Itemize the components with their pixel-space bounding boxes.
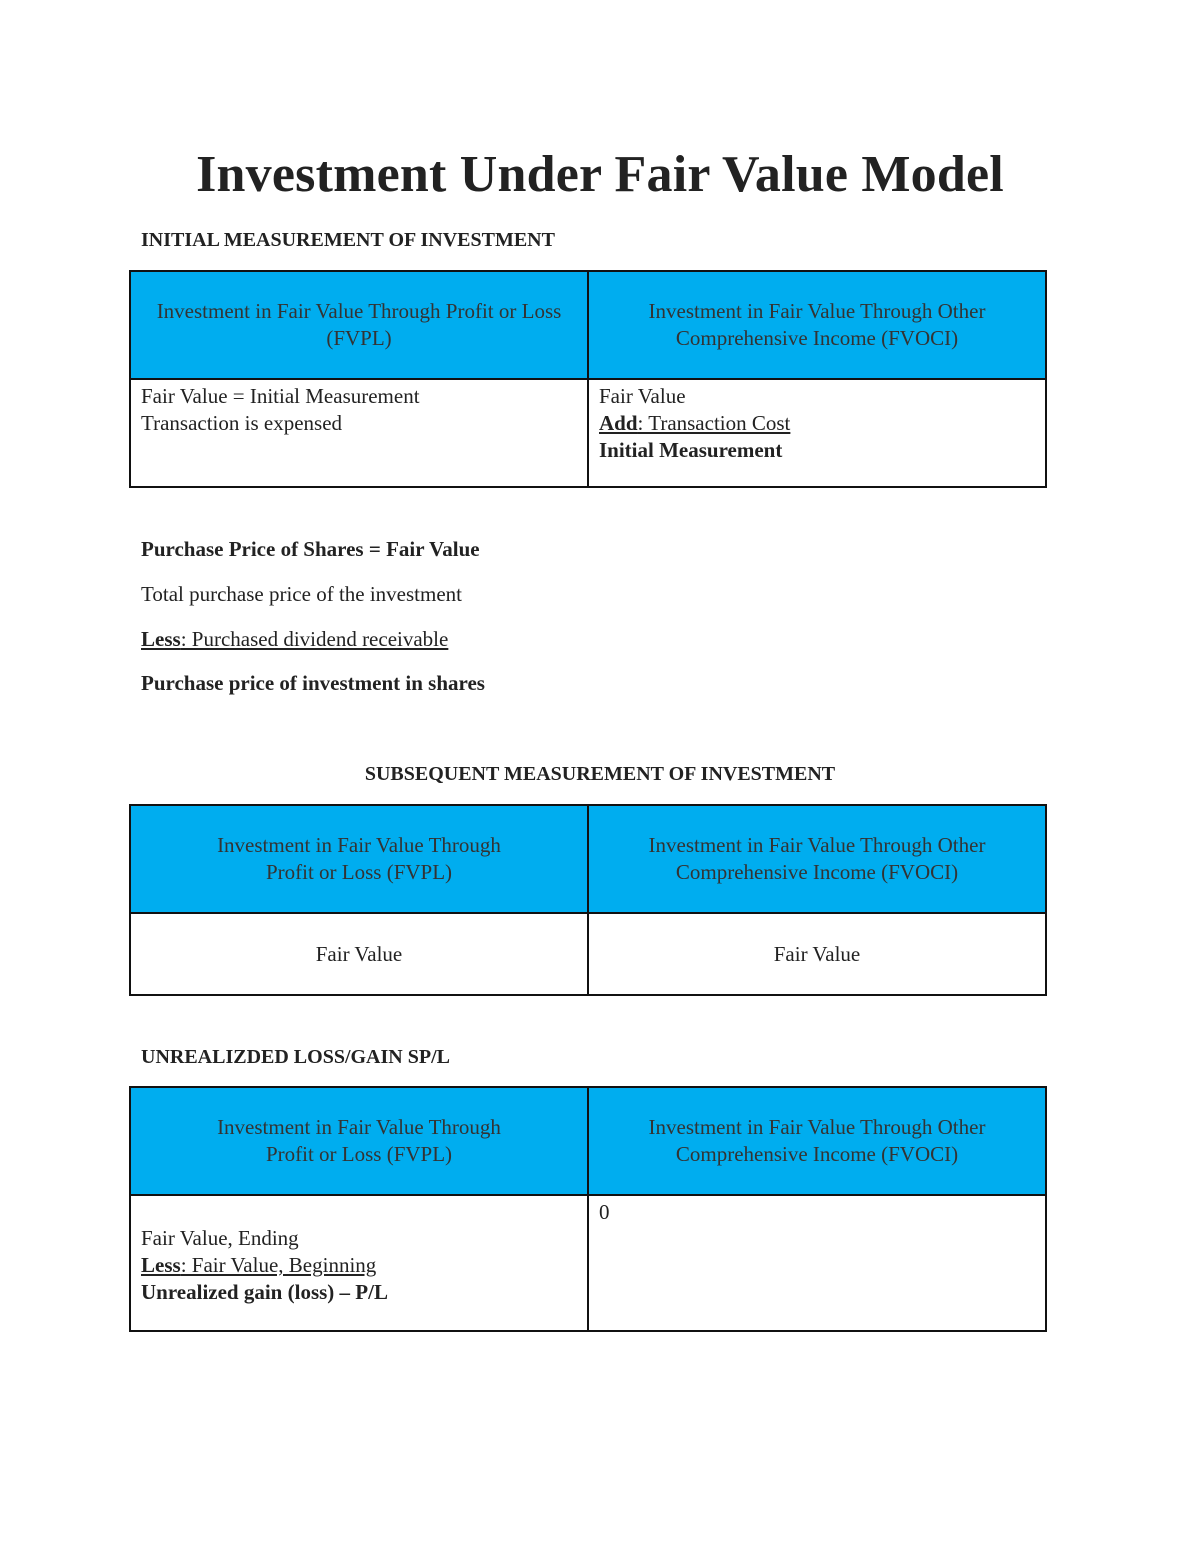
- initial-fvoci-total: Initial Measurement: [599, 438, 783, 462]
- subsequent-fvpl-header-l2: Profit or Loss (FVPL): [265, 860, 453, 884]
- initial-fvpl-line-1: Fair Value = Initial Measurement: [141, 384, 420, 408]
- initial-fvoci-cell: [588, 379, 1046, 487]
- initial-fvpl-line-2: Transaction is expensed: [141, 411, 343, 435]
- unrealized-fvpl-cell: [130, 1195, 588, 1331]
- subsequent-fvoci-header-l2: Comprehensive Income (FVOCI): [675, 860, 959, 884]
- unrealized-body-row: [130, 1195, 1046, 1331]
- initial-fvoci-header-text: Investment in Fair Value Through Other Comprehensive Income (FVOCI): [648, 299, 986, 350]
- less-label: Less: [141, 627, 181, 651]
- initial-measurement-heading: INITIAL MEASUREMENT OF INVESTMENT: [141, 229, 555, 251]
- subsequent-measurement-heading: SUBSEQUENT MEASUREMENT OF INVESTMENT: [364, 763, 836, 785]
- subsequent-measurement-table: [129, 804, 1047, 996]
- purchase-price-heading: Purchase Price of Shares = Fair Value: [141, 537, 480, 561]
- initial-fvoci-header: [588, 271, 1046, 379]
- unrealized-fvoci-header-l2: Comprehensive Income (FVOCI): [675, 1142, 959, 1166]
- unrealized-fvpl-header-l1: Investment in Fair Value Through: [217, 1115, 501, 1139]
- initial-fvpl-header: [130, 271, 588, 379]
- unrealized-fvpl-line-1: Fair Value, Ending: [141, 1226, 299, 1250]
- page-title: Investment Under Fair Value Model: [196, 146, 1004, 203]
- subsequent-fvpl-header: [130, 805, 588, 913]
- initial-body-row: [130, 379, 1046, 487]
- unrealized-fvpl-header: [130, 1087, 588, 1195]
- unrealized-fvpl-header-l2: Profit or Loss (FVPL): [265, 1142, 453, 1166]
- subsequent-fvpl-value: Fair Value: [130, 913, 588, 995]
- less-label: Less: [141, 1253, 181, 1277]
- subsequent-fvoci-value: Fair Value: [588, 913, 1046, 995]
- subsequent-body-row: [130, 913, 1046, 995]
- initial-fvpl-header-text: Investment in Fair Value Through Profit or Loss (FVPL): [156, 299, 562, 350]
- purchase-total: Purchase price of investment in shares: [141, 671, 485, 695]
- unrealized-table: [129, 1086, 1047, 1332]
- unrealized-fvoci-value: 0: [599, 1200, 610, 1224]
- add-text: : Transaction Cost: [637, 411, 791, 435]
- unrealized-fvpl-less-line: [141, 1252, 577, 1279]
- initial-header-row: [130, 271, 1046, 379]
- unrealized-header-row: [130, 1087, 1046, 1195]
- subsequent-fvoci-header-l1: Investment in Fair Value Through Other: [648, 833, 986, 857]
- less-text: : Purchased dividend receivable: [180, 627, 449, 651]
- initial-measurement-table: [129, 270, 1047, 488]
- initial-fvoci-add-line: [599, 410, 1035, 437]
- subsequent-header-row: [130, 805, 1046, 913]
- subsequent-fvoci-header: [588, 805, 1046, 913]
- unrealized-fvoci-header: [588, 1087, 1046, 1195]
- unrealized-heading: UNREALIZDED LOSS/GAIN SP/L: [141, 1046, 450, 1068]
- purchase-less-line: [141, 626, 448, 652]
- unrealized-fvpl-total: Unrealized gain (loss) – P/L: [141, 1280, 388, 1304]
- less-text: : Fair Value, Beginning: [180, 1253, 377, 1277]
- unrealized-fvoci-header-l1: Investment in Fair Value Through Other: [648, 1115, 986, 1139]
- initial-fvpl-cell: [130, 379, 588, 487]
- purchase-line-1: Total purchase price of the investment: [141, 582, 462, 606]
- initial-fvoci-line-1: Fair Value: [599, 384, 686, 408]
- unrealized-fvoci-cell: [588, 1195, 1046, 1331]
- add-label: Add: [599, 411, 638, 435]
- subsequent-fvpl-header-l1: Investment in Fair Value Through: [217, 833, 501, 857]
